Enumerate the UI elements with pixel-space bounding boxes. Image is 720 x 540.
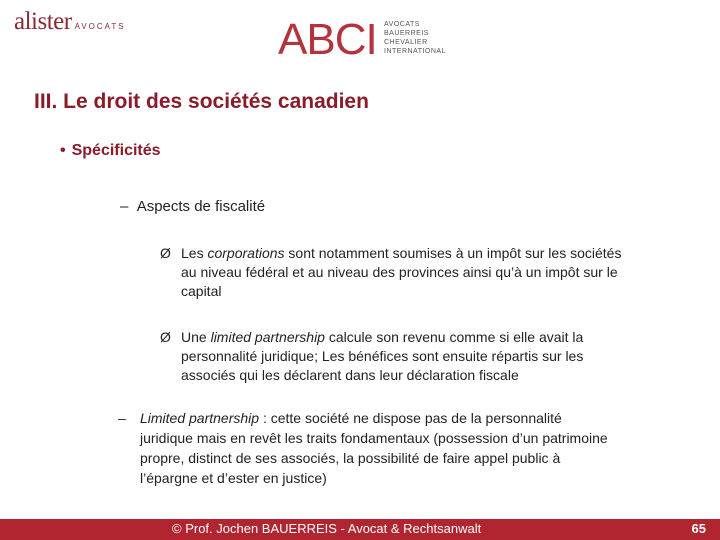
alister-logo-name: alister <box>14 8 72 35</box>
abci-line-2: BAUERREIS <box>384 30 429 37</box>
sub-heading-fiscalite <box>120 198 265 215</box>
page-number: 65 <box>691 521 706 536</box>
text-post: calcule son revenu comme si elle avait la personnalité juridique; Les bénéfices sont ensuite répartis sur les associés qui les déclarent dans leur déclaration fiscale <box>181 329 584 383</box>
bullet-text: Spécificités <box>71 142 161 159</box>
text-pre: Une <box>181 329 211 345</box>
arrow-bullet-icon: Ø <box>160 329 171 345</box>
footer-text: © Prof. Jochen BAUERREIS - Avocat & Rechtsanwalt <box>172 521 482 536</box>
text-italic: limited partnership <box>210 329 325 345</box>
alister-logo <box>14 8 126 38</box>
abci-line-3: CHEVALIER <box>384 39 428 46</box>
text-post: : cette société ne dispose pas de la personnalité juridique mais en revêt les traits fondamentaux (possession d’un patrimoine propre, distinct de ses associés, la possibilité de faire appel public à l’épargne et d’ester en justice) <box>140 410 608 486</box>
alister-logo-sub: AVOCATS <box>74 22 126 31</box>
list-item-text <box>181 328 640 385</box>
list-item-limited-partnership <box>160 328 640 385</box>
bullet-specificites <box>60 142 161 160</box>
sub-heading-text: Aspects de fiscalité <box>136 198 266 215</box>
abci-logo <box>278 14 478 66</box>
dash-icon: – <box>120 198 129 215</box>
dash-icon: – <box>118 410 126 426</box>
abci-line-4: INTERNATIONAL <box>384 48 446 55</box>
abci-logo-letters: ABCI <box>278 15 377 64</box>
list-item-corporations <box>160 244 640 301</box>
abci-line-1: AVOCATS <box>384 21 420 28</box>
dash-item-text <box>140 408 618 488</box>
text-italic: corporations <box>207 245 285 261</box>
bullet-dot-icon: • <box>60 142 66 159</box>
dash-item-limited-partnership <box>118 408 618 488</box>
text-pre: Les <box>181 245 208 261</box>
slide-title: III. Le droit des sociétés canadien <box>34 90 369 113</box>
abci-logo-lines <box>384 20 474 56</box>
list-item-text <box>181 244 640 301</box>
text-post: sont notamment soumises à un impôt sur les sociétés au niveau fédéral et au niveau des provinces ainsi qu’à un impôt sur le capital <box>181 245 622 299</box>
arrow-bullet-icon: Ø <box>160 245 171 261</box>
footer-bar <box>0 519 720 540</box>
text-italic: Limited partnership <box>140 410 260 426</box>
